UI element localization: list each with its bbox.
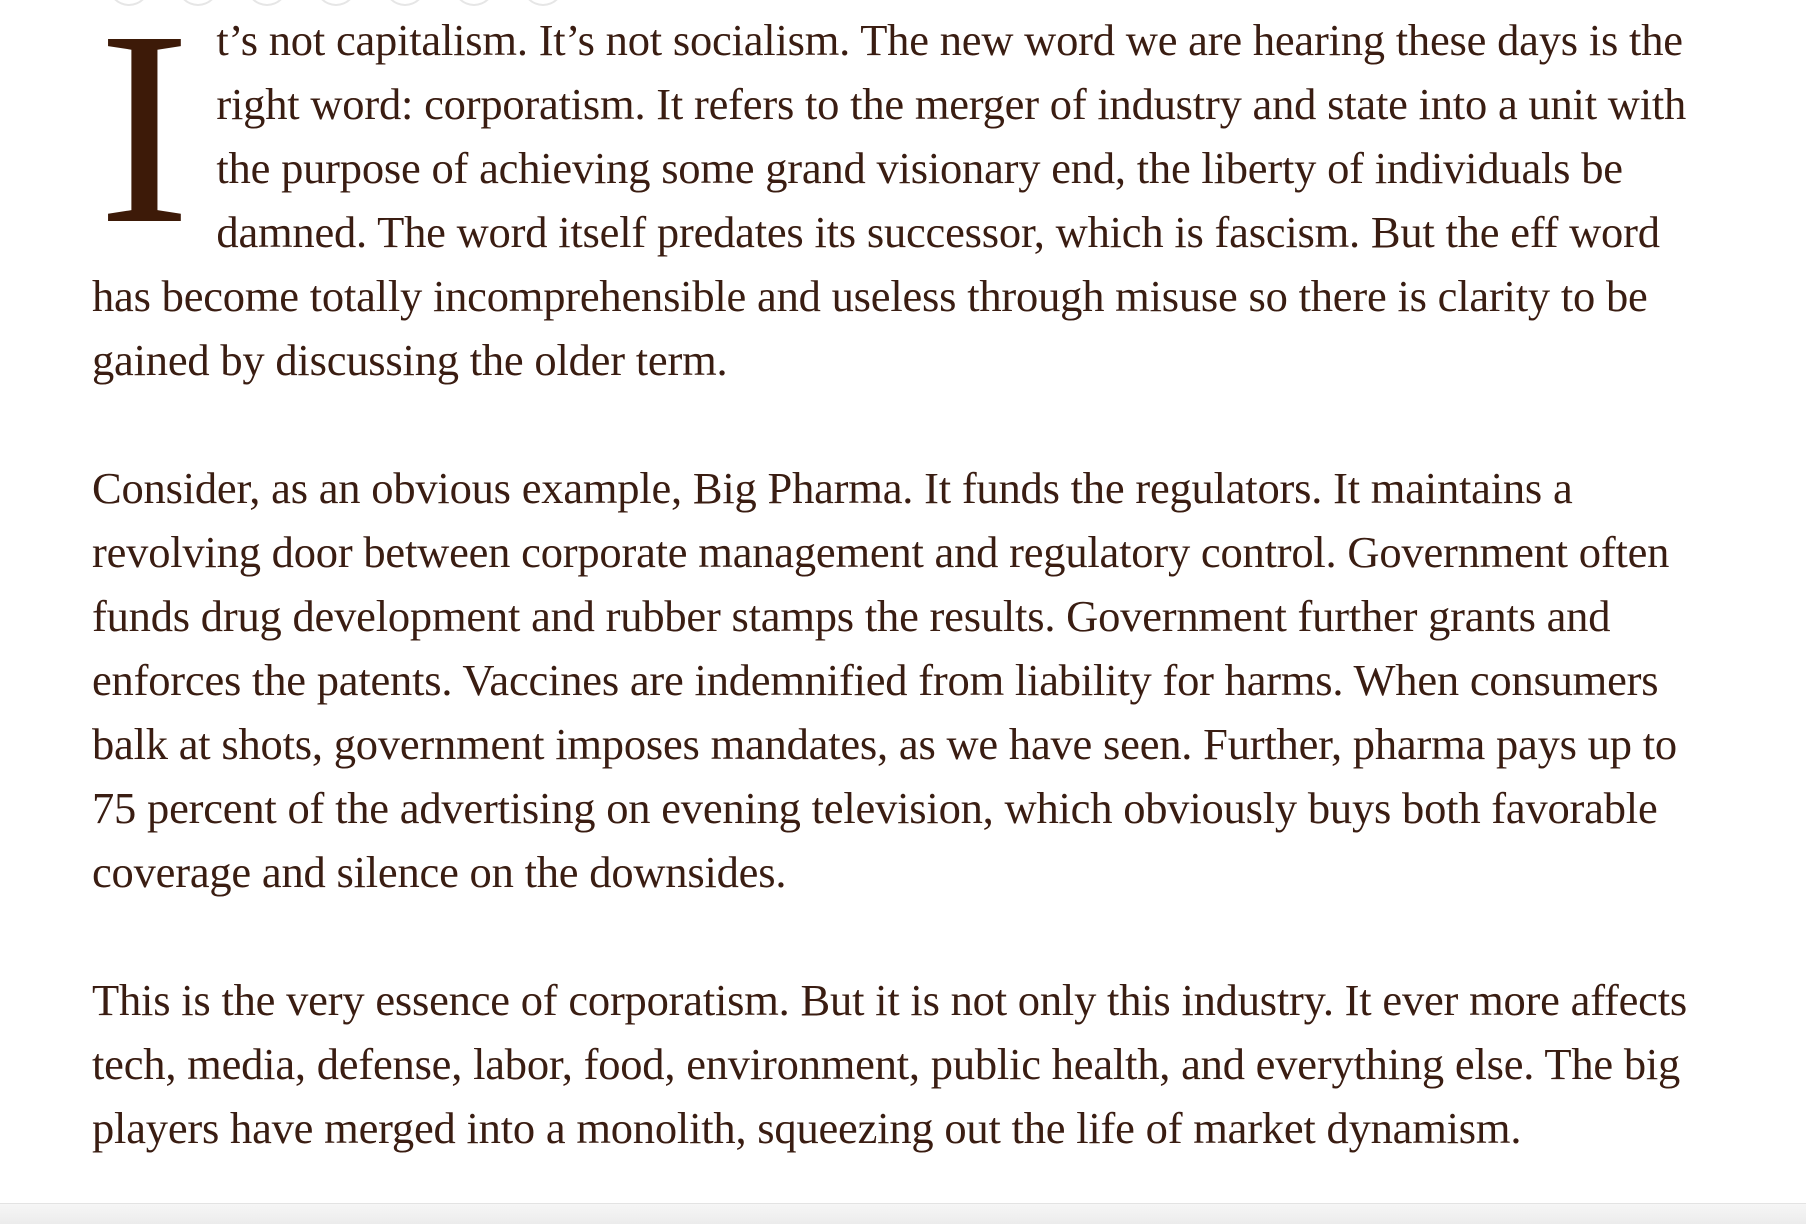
share-icon[interactable] <box>246 0 288 6</box>
article-paragraph <box>92 0 1702 392</box>
share-icon[interactable] <box>453 0 495 6</box>
article-paragraph: This is the very essence of corporatism. But it is not only this industry. It ever more affects tech, media, defense, labor, food, environment, public health, and everything else. The big players have merged into a monolith, squeezing out the life of market dynamism. <box>92 975 1688 1153</box>
share-icon[interactable] <box>384 0 426 6</box>
article-body <box>92 0 1702 1224</box>
paragraph-text: t’s not capitalism. It’s not socialism. The new word we are hearing these days is the right word: corporatism. It refers to the merger of industry and state into a unit with the purpose of achieving some grand visionary end, the liberty of individuals be damned. The word itself predates its successor, which is fascism. But the eff word has become totally incomprehensible and useless through misuse so there is clarity to be gained by discussing the older term. <box>92 15 1687 385</box>
drop-cap: I <box>98 0 191 282</box>
bottom-toolbar <box>0 1203 1806 1224</box>
article-paragraph: Consider, as an obvious example, Big Pharma. It funds the regulators. It maintains a revolving door between corporate management and regulatory control. Government often funds drug development and rubber stamps the results. Government further grants and enforces the patents. Vaccines are indemnified from liability for harms. When consumers balk at shots, government imposes mandates, as we have seen. Further, pharma pays up to 75 percent of the advertising on evening television, which obviously buys both favorable coverage and silence on the downsides. <box>92 463 1677 897</box>
share-icon[interactable] <box>315 0 357 6</box>
share-icon[interactable] <box>522 0 564 6</box>
